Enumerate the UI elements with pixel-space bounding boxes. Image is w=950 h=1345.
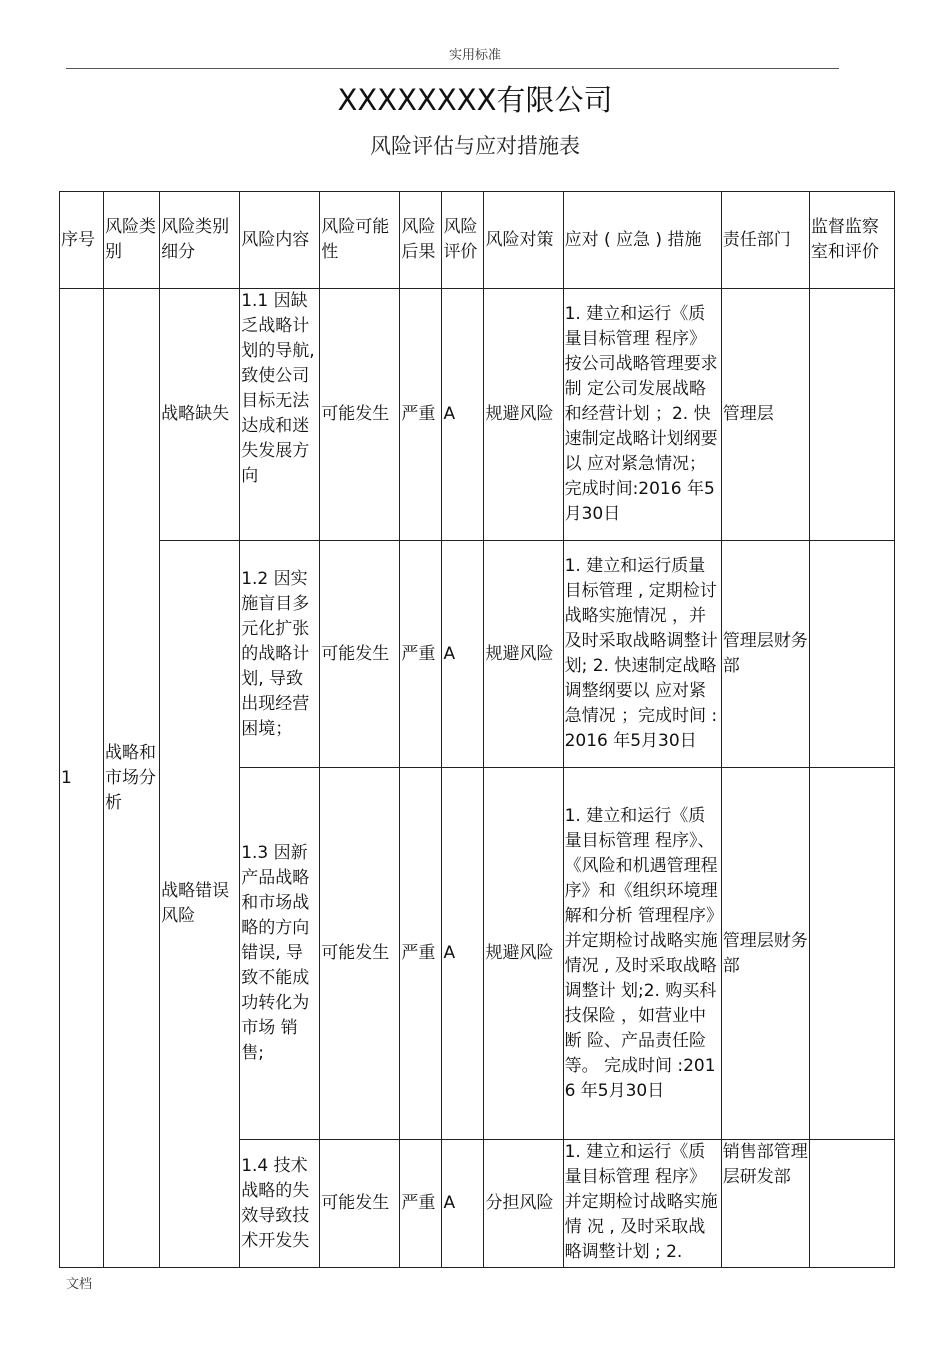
risk-content: 1.4 技术战略的失效导致技术开发失 [240, 1140, 320, 1268]
page-footer: 文档 [66, 1277, 93, 1292]
header-department: 责任部门 [721, 192, 809, 289]
header-possibility: 风险可能性 [320, 192, 400, 289]
risk-strategy: 规避风险 [484, 768, 563, 1140]
risk-strategy: 规避风险 [484, 541, 563, 768]
group-seq: 1 [60, 289, 104, 1268]
header-evaluation: 风险评价 [442, 192, 484, 289]
risk-measures: 1. 建立和运行《质量目标管理 程序》、《风险和机遇管理程 序》和《组织环境理解和分析 管理程序》并定期检讨战略实施情况 , 及时采取战略调整计 划;2. 购买科技保险 ，如营业中断 险、产品责任险等。 完成时间 :2016 年5月30日 [563, 768, 721, 1140]
header-consequence: 风险后果 [400, 192, 442, 289]
responsible-department: 管理层 [721, 289, 809, 541]
risk-measures: 1. 建立和运行《质量目标管理 程序》按公司战略管理要求制 定公司发展战略和经营计划 ；2. 快速制定战略计划纲要以 应对紧急情况； 完成时间:2016 年5月30日 [563, 289, 721, 541]
risk-evaluation: A [442, 289, 484, 541]
responsible-department: 销售部管理层研发部 [721, 1140, 809, 1268]
supervision-cell [809, 541, 894, 768]
header-content: 风险内容 [240, 192, 320, 289]
company-title: XXXXXXXX有限公司 [337, 83, 613, 117]
table-row [60, 289, 895, 541]
header-supervision: 监督监察室和评价 [809, 192, 894, 289]
risk-possibility: 可能发生 [320, 289, 400, 541]
risk-possibility: 可能发生 [320, 768, 400, 1140]
risk-content: 1.3 因新产品战略和市场战略的方向错误, 导致不能成功转化为市场 销售; [240, 768, 320, 1140]
risk-evaluation: A [442, 768, 484, 1140]
risk-possibility: 可能发生 [320, 1140, 400, 1268]
risk-assessment-table [59, 191, 895, 1268]
risk-measures: 1. 建立和运行质量目标管理 , 定期检讨战略实施情况 ，并及时采取战略调整计 划; 2. 快速制定战略调整纲要以 应对紧急情况 ；完成时间 :2016 年5月30日 [563, 541, 721, 768]
subcategory-cell: 战略缺失 [160, 289, 240, 541]
risk-consequence: 严重 [400, 1140, 442, 1268]
risk-consequence: 严重 [400, 541, 442, 768]
supervision-cell [809, 768, 894, 1140]
risk-measures: 1. 建立和运行《质量目标管理 程序》并定期检讨战略实施情 况 , 及时采取战略调整计划 ; 2. [563, 1140, 721, 1268]
header-category: 风险类别 [104, 192, 160, 289]
group-category: 战略和市场分析 [104, 289, 160, 1268]
table-header-row [60, 192, 895, 289]
page-header: 实用标准 [448, 48, 501, 63]
risk-content: 1.2 因实施盲目多元化扩张的战略计划, 导致出现经营困境； [240, 541, 320, 768]
risk-strategy: 规避风险 [484, 289, 563, 541]
responsible-department: 管理层财务部 [721, 768, 809, 1140]
header-strategy: 风险对策 [484, 192, 563, 289]
supervision-cell [809, 289, 894, 541]
header-seq: 序号 [60, 192, 104, 289]
header-divider [66, 68, 839, 69]
risk-strategy: 分担风险 [484, 1140, 563, 1268]
supervision-cell [809, 1140, 894, 1268]
risk-evaluation: A [442, 1140, 484, 1268]
risk-content: 1.1 因缺乏战略计划的导航, 致使公司目标无法达成和迷失发展方向 [240, 289, 320, 541]
table-row [60, 541, 895, 768]
risk-evaluation: A [442, 541, 484, 768]
header-measures: 应对 ( 应急 ) 措施 [563, 192, 721, 289]
risk-consequence: 严重 [400, 289, 442, 541]
risk-consequence: 严重 [400, 768, 442, 1140]
subcategory-cell: 战略错误风险 [160, 541, 240, 1268]
responsible-department: 管理层财务部 [721, 541, 809, 768]
risk-possibility: 可能发生 [320, 541, 400, 768]
header-subcategory: 风险类别细分 [160, 192, 240, 289]
table-title: 风险评估与应对措施表 [370, 134, 580, 158]
